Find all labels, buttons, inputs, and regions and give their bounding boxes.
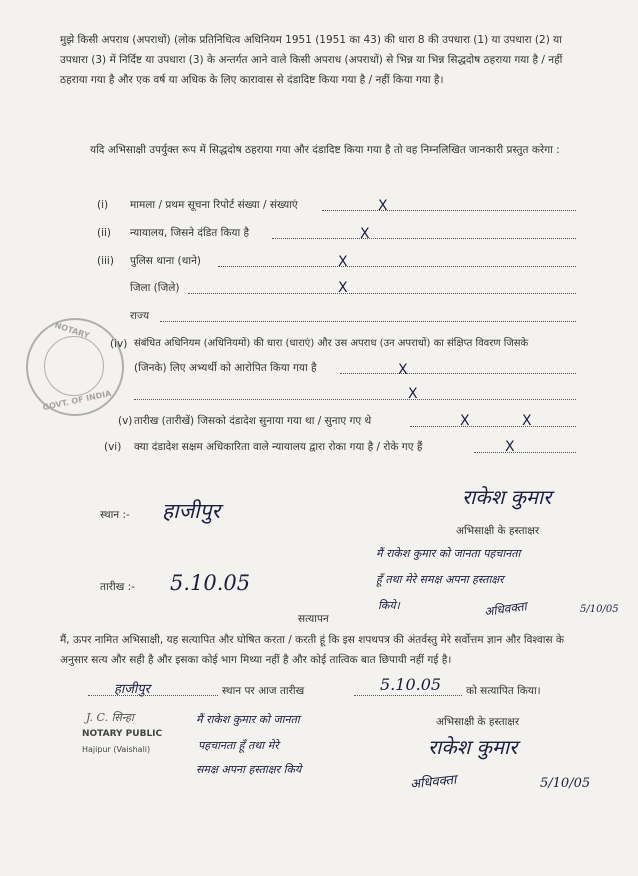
verification-text: मैं, ऊपर नामित अभिसाक्षी, यह सत्यापित और घोषित करता / करती हूं कि इस शपथपत्र की अंतर्वस्तु मेरे सर्वोत्तम ज्ञान और विश्वास के अनुसार सत्य और सही है और इसका कोई भाग मिथ्या नहीं है और कोई तात्विक बात छिपायी नहीं गई है। (60, 634, 564, 666)
deponent-signature-label-1: अभिसाक्षी के हस्ताक्षर (456, 525, 540, 537)
attestation-signature-2: अधिवक्ता (409, 772, 458, 793)
item-iii-mark: X (338, 254, 348, 270)
deponent-signature-2: राकेश कुमार (428, 735, 518, 759)
attestation-note-1-line-1: मैं राकेश कुमार को जानता पहचानता (376, 547, 521, 560)
item-iv-line1: संबंधित अधिनियम (अधिनियमों) की धारा (धाराएं) और उस अपराध (उन अपराधों) का संक्षिप्त विवरण जिसके (134, 338, 529, 349)
attestation-date-1: 5/10/05 (580, 604, 619, 615)
attestation-signature-1: अधिवक्ता (483, 599, 528, 619)
item-iv-mark: X (398, 362, 408, 378)
item-ii-line (272, 238, 576, 239)
seal-bottom-text: GOVT. OF INDIA (41, 388, 113, 413)
attestation-note-2-line-1: मैं राकेश कुमार को जानता (196, 713, 300, 726)
attestation-date-2: 5/10/05 (540, 776, 591, 791)
date-label: तारीख :- (100, 581, 135, 593)
item-i-label: मामला / प्रथम सूचना रिपोर्ट संख्या / संख्याएं (130, 199, 298, 211)
item-vi-mark: X (505, 439, 515, 455)
item-vi-line (474, 452, 576, 453)
item-iv-line2: (जिनके) लिए अभ्यर्थी को आरोपित किया गया है (134, 362, 317, 374)
state-label: राज्य (130, 310, 150, 322)
item-iii-number: (iii) (97, 255, 114, 267)
notary-signature: J. C. सिन्हा (86, 711, 134, 724)
attestation-note-1-line-2: हूँ तथा मेरे समक्ष अपना हस्ताक्षर (376, 573, 504, 586)
item-ii-mark: X (360, 226, 370, 242)
item-ii-number: (ii) (97, 227, 112, 239)
district-mark: X (338, 280, 348, 296)
item-iv-number: (iv) (110, 338, 128, 350)
instruction-paragraph: यदि अभिसाक्षी उपर्युक्त रूप में सिद्धदोष ठहराया गया और दंडादिष्ट किया गया है तो वह निम्नलिखित जानकारी प्रस्तुत करेगा : (90, 144, 560, 156)
attestation-note-2-line-2: पहचानता हूँ तथा मेरे (198, 739, 279, 752)
item-iii-label: पुलिस थाना (थाने) (130, 255, 202, 267)
state-line (160, 321, 576, 322)
item-i-mark: X (378, 198, 388, 214)
attestation-note-1-line-3: किये। (378, 599, 400, 612)
district-label: जिला (जिले) (130, 282, 180, 294)
district-line (188, 293, 576, 294)
verified-place: हाजीपुर (114, 682, 150, 697)
item-i-number: (i) (97, 199, 109, 211)
deponent-signature-1: राकेश कुमार (462, 485, 552, 509)
item-iii-line (218, 266, 576, 267)
notary-place: Hajipur (Vaishali) (82, 745, 151, 754)
verified-date: 5.10.05 (380, 675, 442, 694)
verified-date-line (354, 695, 462, 696)
attestation-note-2-line-3: समक्ष अपना हस्ताक्षर किये (196, 763, 302, 776)
deponent-signature-label-2: अभिसाक्षी के हस्ताक्षर (436, 716, 520, 728)
date-value: 5.10.05 (170, 571, 251, 595)
item-vi-number: (vi) (104, 441, 122, 453)
item-ii-label: न्यायालय, जिसने दंडित किया है (130, 227, 250, 239)
verified-at-label: स्थान पर आज तारीख (222, 685, 305, 697)
seal-top-text: NOTARY (53, 320, 91, 341)
item-v-label: तारीख (तारीखें) जिसको दंडादेश सुनाया गया था / सुनाए गए थे (134, 415, 372, 427)
item-iv-mark-2: X (408, 386, 418, 402)
verified-place-line (88, 695, 218, 696)
place-value: हाजीपुर (162, 499, 221, 523)
notary-seal (26, 318, 124, 416)
disqualification-paragraph: मुझे किसी अपराध (अपराधों) (लोक प्रतिनिधित्व अधिनियम 1951 (1951 का 43) की धारा 8 की उपधारा (1) या उपधारा (2) या उपधारा (3) में निर्दिष्ट या उपधारा (3) के अन्तर्गत आने वाले किसी अपराध (अपराधों) से भिन्न या भिन्न सिद्धदोष ठहराया गया है / नहीं ठहराया गया है और एक वर्ष या अधिक के लिए कारावास से दंडादिष्ट किया गया है / नहीं किया गया है। (60, 34, 563, 86)
verification-heading: सत्यापन (298, 613, 329, 625)
item-i-line (322, 210, 576, 211)
notary-seal-inner-ring (44, 336, 104, 396)
verified-suffix: को सत्यापित किया। (466, 685, 541, 697)
item-iv-line-a (340, 373, 576, 374)
place-label: स्थान :- (100, 509, 130, 521)
item-v-mark: X X (460, 413, 556, 429)
item-vi-label: क्या दंडादेश सक्षम अधिकारिता वाले न्यायालय द्वारा रोका गया है / रोके गए हैं (134, 441, 423, 453)
item-iv-line-b (134, 399, 576, 400)
notary-title: NOTARY PUBLIC (82, 729, 163, 739)
item-v-number: (v) (118, 415, 133, 427)
